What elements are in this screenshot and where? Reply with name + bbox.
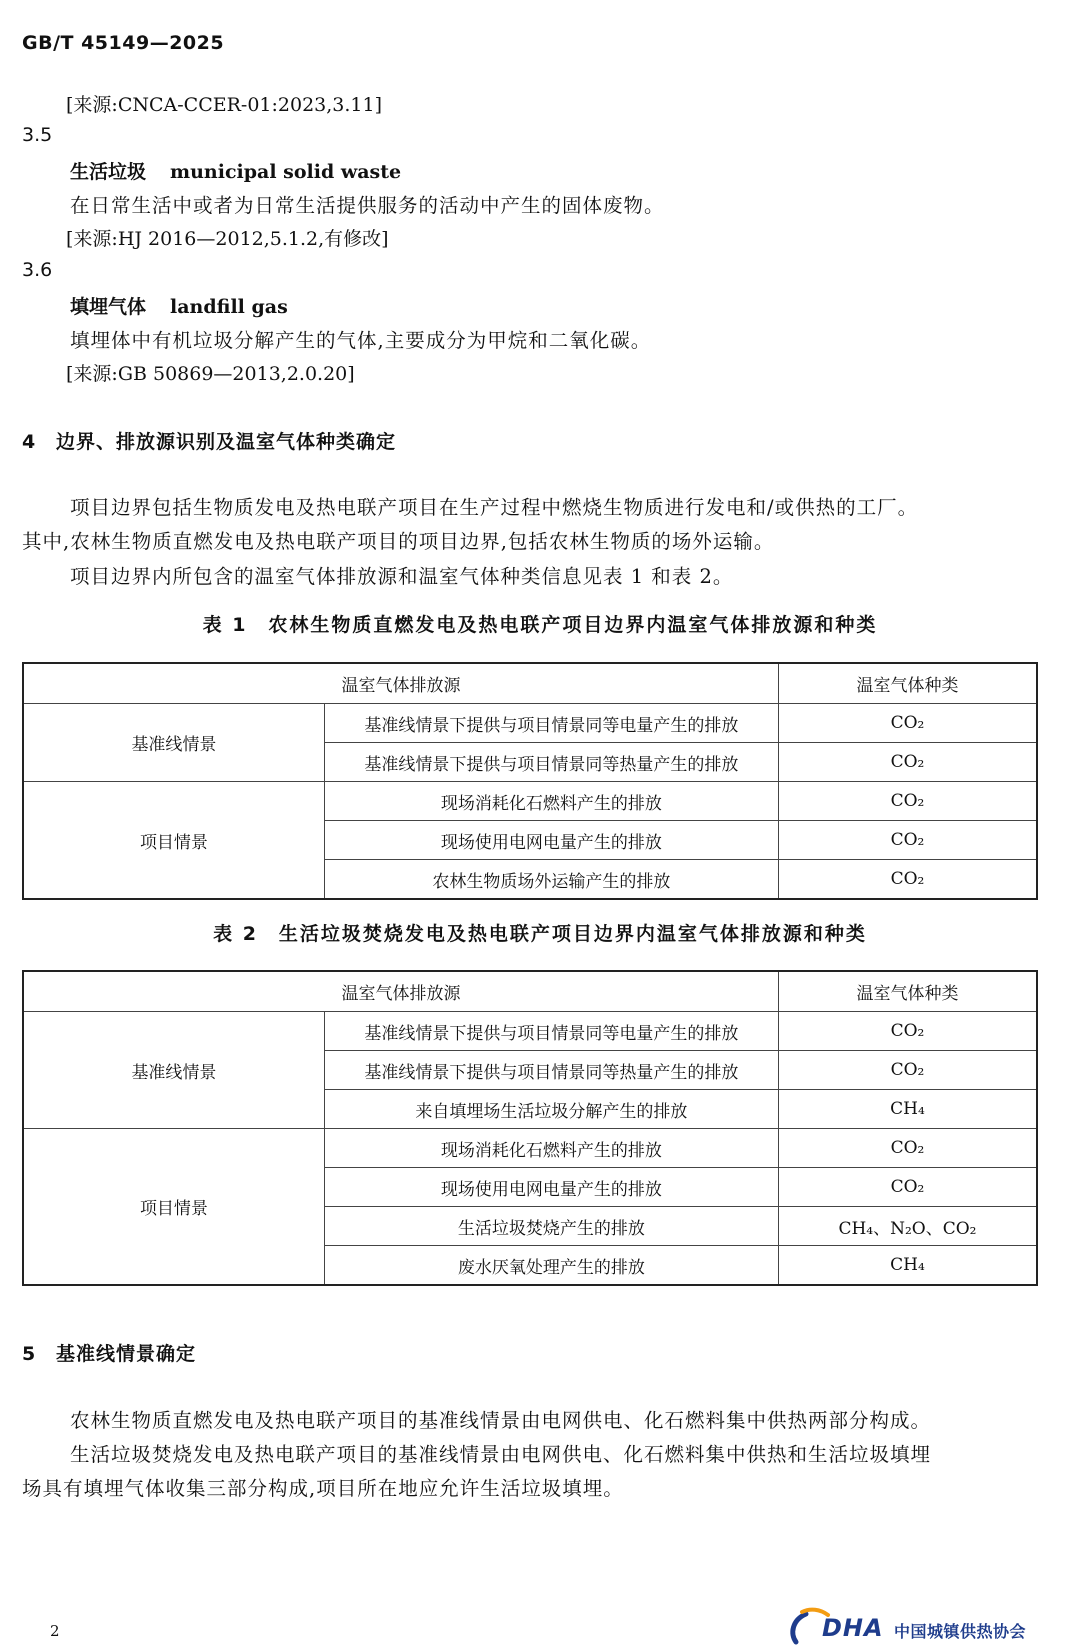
- header-cell: 温室气体种类: [778, 663, 1037, 704]
- term-definition: 填埋体中有机垃圾分解产生的气体,主要成分为甲烷和二氧化碳。: [70, 329, 652, 352]
- paragraph: 农林生物质直燃发电及热电联产项目的基准线情景由电网供电、化石燃料集中供热两部分构成。: [70, 1409, 932, 1432]
- source-cell: 现场使用电网电量产生的排放: [324, 821, 778, 860]
- term-english: landfill gas: [170, 296, 288, 318]
- gas-cell: CO₂: [778, 1129, 1037, 1168]
- source-cell: 来自填埋场生活垃圾分解产生的排放: [324, 1090, 778, 1129]
- table-row: [23, 704, 1037, 743]
- header-cell: 温室气体种类: [778, 971, 1037, 1012]
- table-caption: 表 2 生活垃圾焚烧发电及热电联产项目边界内温室气体排放源和种类: [213, 923, 867, 945]
- section-heading: [22, 427, 396, 454]
- gas-cell: CO₂: [778, 1168, 1037, 1207]
- gas-cell: CH₄: [778, 1090, 1037, 1129]
- group-cell: 基准线情景: [23, 704, 324, 782]
- term-source: [来源:GB 50869—2013,2.0.20]: [66, 363, 355, 385]
- paragraph: 项目边界包括生物质发电及热电联产项目在生产过程中燃烧生物质进行发电和/或供热的工厂。: [70, 496, 919, 519]
- table-caption: 表 1 农林生物质直燃发电及热电联产项目边界内温室气体排放源和种类: [202, 614, 878, 636]
- source-cell: 生活垃圾焚烧产生的排放: [324, 1207, 778, 1246]
- section-number: 5: [22, 1343, 37, 1365]
- table-header-row: [23, 663, 1037, 704]
- logo-org-name: 中国城镇供热协会: [894, 1622, 1027, 1641]
- term-chinese: 生活垃圾: [70, 161, 147, 183]
- group-cell: 项目情景: [23, 1129, 324, 1286]
- gas-cell: CO₂: [778, 860, 1037, 900]
- source-cell: 基准线情景下提供与项目情景同等热量产生的排放: [324, 743, 778, 782]
- header-cell: 温室气体排放源: [23, 971, 778, 1012]
- term-chinese: 填埋气体: [70, 296, 147, 318]
- section-title: 边界、排放源识别及温室气体种类确定: [56, 431, 397, 453]
- table-row: [23, 1012, 1037, 1051]
- group-cell: 基准线情景: [23, 1012, 324, 1129]
- watermark-logo: [788, 1606, 1048, 1646]
- gas-cell: CO₂: [778, 1012, 1037, 1051]
- paragraph: 项目边界内所包含的温室气体排放源和温室气体种类信息见表 1 和表 2。: [70, 565, 734, 588]
- page-number: 2: [50, 1622, 60, 1640]
- gas-cell: CO₂: [778, 782, 1037, 821]
- term-number: 3.6: [22, 259, 53, 281]
- section-title: 基准线情景确定: [56, 1343, 197, 1365]
- gas-cell: CO₂: [778, 1051, 1037, 1090]
- source-cell: 农林生物质场外运输产生的排放: [324, 860, 778, 900]
- section-heading: [22, 1339, 196, 1366]
- section-number: 4: [22, 431, 37, 453]
- standard-number-header: GB/T 45149—2025: [22, 32, 225, 54]
- header-cell: 温室气体排放源: [23, 663, 778, 704]
- source-cell: 基准线情景下提供与项目情景同等热量产生的排放: [324, 1051, 778, 1090]
- term-definition: 在日常生活中或者为日常生活提供服务的活动中产生的固体废物。: [70, 194, 665, 217]
- source-reference: [来源:CNCA-CCER-01:2023,3.11]: [66, 94, 383, 116]
- source-cell: 现场使用电网电量产生的排放: [324, 1168, 778, 1207]
- emission-table-1: [22, 662, 1038, 900]
- gas-cell: CH₄: [778, 1246, 1037, 1286]
- gas-cell: CO₂: [778, 821, 1037, 860]
- gas-cell: CO₂: [778, 704, 1037, 743]
- table-row: [23, 782, 1037, 821]
- table-row: [23, 1129, 1037, 1168]
- source-cell: 现场消耗化石燃料产生的排放: [324, 782, 778, 821]
- source-cell: 废水厌氧处理产生的排放: [324, 1246, 778, 1286]
- paragraph: 场具有填埋气体收集三部分构成,项目所在地应允许生活垃圾填埋。: [22, 1477, 624, 1500]
- emission-table-2: [22, 970, 1038, 1286]
- logo-abbr: DHA: [822, 1614, 884, 1642]
- gas-cell: CO₂: [778, 743, 1037, 782]
- source-cell: 基准线情景下提供与项目情景同等电量产生的排放: [324, 704, 778, 743]
- term-heading: [70, 157, 401, 184]
- paragraph: 生活垃圾焚烧发电及热电联产项目的基准线情景由电网供电、化石燃料集中供热和生活垃圾填埋: [70, 1443, 932, 1466]
- gas-cell: CH₄、N₂O、CO₂: [778, 1207, 1037, 1246]
- term-number: 3.5: [22, 124, 53, 146]
- table-header-row: [23, 971, 1037, 1012]
- paragraph: 其中,农林生物质直燃发电及热电联产项目的项目边界,包括农林生物质的场外运输。: [22, 530, 775, 553]
- source-cell: 基准线情景下提供与项目情景同等电量产生的排放: [324, 1012, 778, 1051]
- term-heading: [70, 292, 288, 319]
- term-english: municipal solid waste: [170, 161, 402, 183]
- term-source: [来源:HJ 2016—2012,5.1.2,有修改]: [66, 228, 389, 250]
- group-cell: 项目情景: [23, 782, 324, 900]
- source-cell: 现场消耗化石燃料产生的排放: [324, 1129, 778, 1168]
